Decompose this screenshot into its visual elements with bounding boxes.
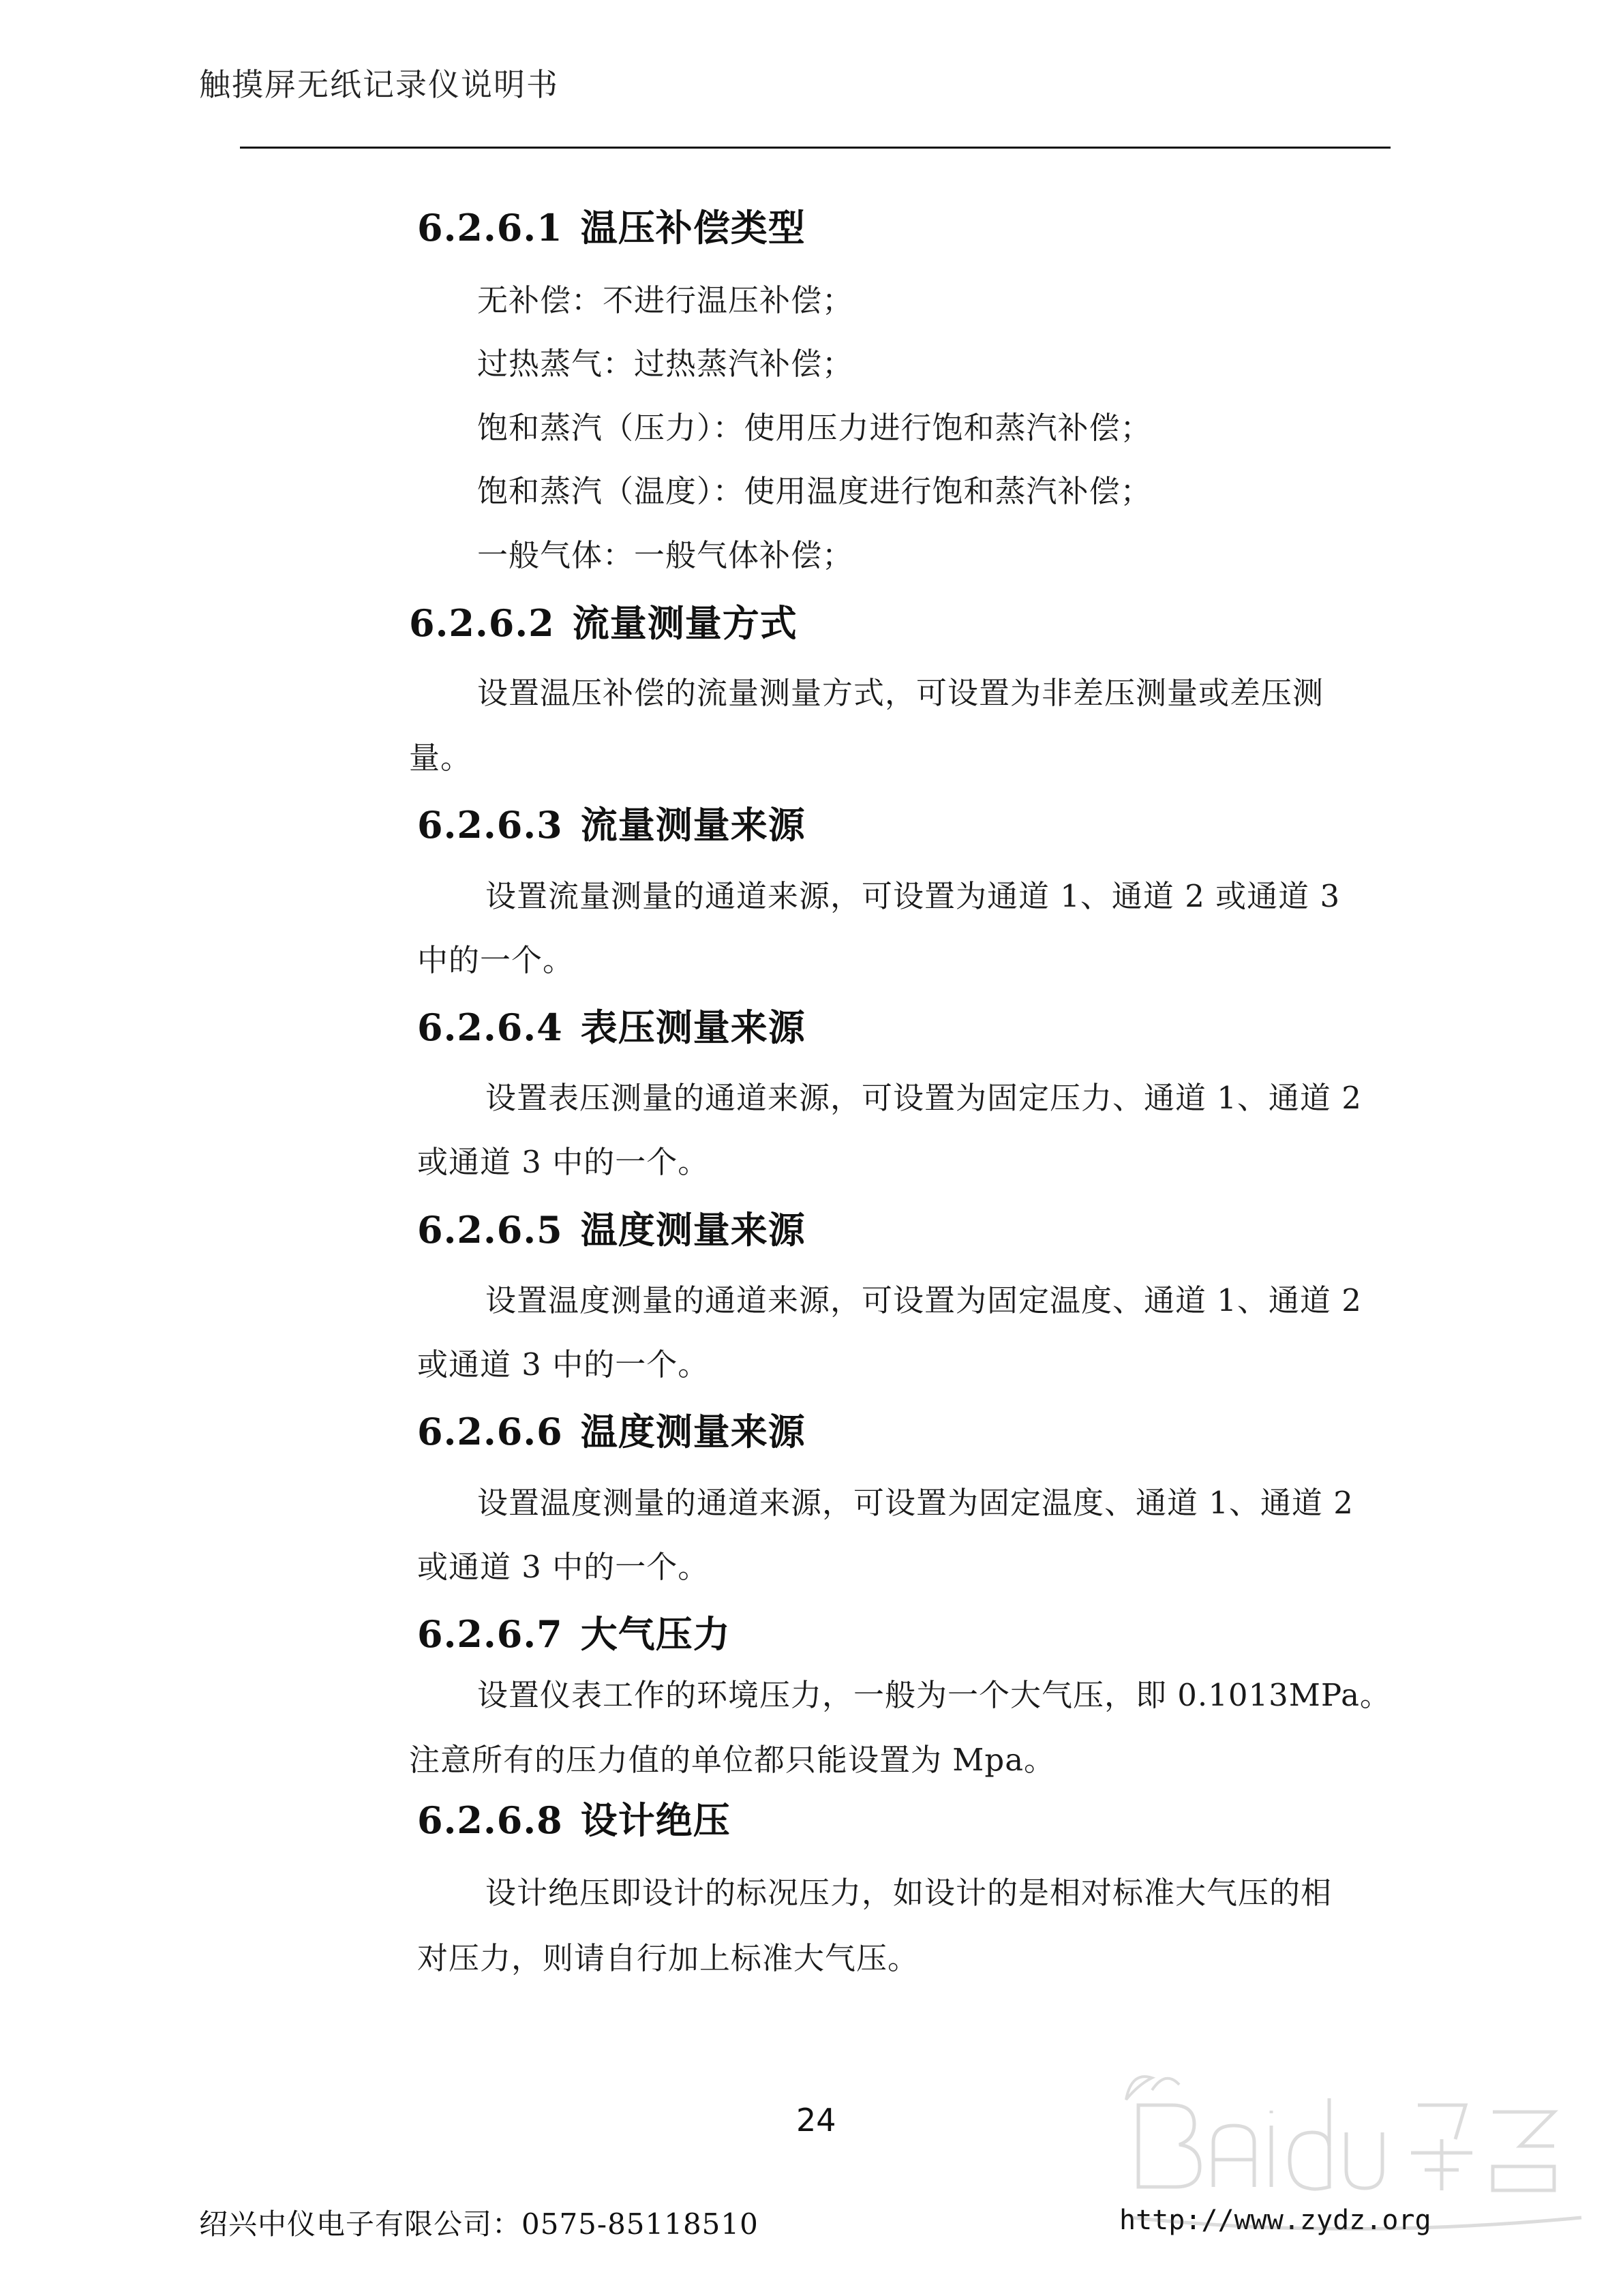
paragraph-line: 设计绝压即设计的标况压力，如设计的是相对标准大气压的相 (485, 1875, 1333, 1911)
paragraph-line: 中的一个。 (417, 942, 575, 978)
section-number: 6.2.6.4 (417, 1006, 563, 1049)
paragraph-line: 过热蒸气：过热蒸汽补偿； (477, 346, 854, 382)
section-number: 6.2.6.2 (409, 601, 555, 645)
section-heading-6-2-6-2 (409, 594, 798, 647)
paragraph-line: 饱和蒸汽（温度）：使用温度进行饱和蒸汽补偿； (477, 473, 1152, 509)
section-heading-6-2-6-5 (417, 1201, 806, 1254)
paragraph-line: 注意所有的压力值的单位都只能设置为 Mpa。 (409, 1742, 1056, 1778)
section-number: 6.2.6.3 (417, 803, 563, 847)
section-title: 设计绝压 (580, 1798, 731, 1842)
paragraph-line: 设置仪表工作的环境压力，一般为一个大气压，即 0.1013MPa。 (477, 1677, 1391, 1713)
paragraph-line: 一般气体：一般气体补偿； (477, 537, 854, 573)
section-heading-6-2-6-1 (417, 199, 806, 252)
paragraph-line: 饱和蒸汽（压力）：使用压力进行饱和蒸汽补偿； (477, 410, 1152, 446)
paragraph-line: 设置温压补偿的流量测量方式，可设置为非差压测量或差压测 (477, 675, 1324, 711)
section-heading-6-2-6-3 (417, 796, 806, 849)
section-number: 6.2.6.6 (417, 1410, 563, 1453)
section-number: 6.2.6.5 (417, 1208, 563, 1252)
header-divider (240, 147, 1391, 149)
section-number: 6.2.6.8 (417, 1798, 563, 1842)
section-title: 大气压力 (580, 1612, 731, 1656)
paragraph-line: 对压力，则请自行加上标准大气压。 (417, 1940, 920, 1976)
paragraph-line: 或通道 3 中的一个。 (417, 1346, 710, 1383)
section-number: 6.2.6.1 (417, 206, 563, 250)
footer-url: http://www.zydz.org (1119, 2205, 1431, 2236)
baidu-jingyan-watermark-icon (1111, 2057, 1588, 2262)
paragraph-line: 或通道 3 中的一个。 (417, 1549, 710, 1585)
section-title: 流量测量方式 (572, 601, 798, 645)
paragraph-line: 设置表压测量的通道来源，可设置为固定压力、通道 1、通道 2 (485, 1080, 1362, 1116)
section-title: 流量测量来源 (580, 803, 806, 847)
paragraph-line: 或通道 3 中的一个。 (417, 1144, 710, 1180)
section-title: 温度测量来源 (580, 1208, 806, 1252)
section-heading-6-2-6-4 (417, 999, 806, 1051)
section-heading-6-2-6-8 (417, 1792, 731, 1844)
section-title: 温度测量来源 (580, 1410, 806, 1453)
paragraph-line: 量。 (409, 740, 472, 776)
section-heading-6-2-6-7 (417, 1605, 731, 1658)
paragraph-line: 设置温度测量的通道来源，可设置为固定温度、通道 1、通道 2 (485, 1282, 1362, 1318)
footer-company: 绍兴中仪电子有限公司：0575-85118510 (199, 2207, 759, 2241)
document-header-title: 触摸屏无纸记录仪说明书 (199, 66, 559, 103)
paragraph-line: 无补偿：不进行温压补偿； (477, 282, 854, 318)
section-number: 6.2.6.7 (417, 1612, 563, 1656)
section-heading-6-2-6-6 (417, 1403, 806, 1455)
section-title: 温压补偿类型 (580, 206, 806, 250)
page-number: 24 (796, 2102, 836, 2139)
section-title: 表压测量来源 (580, 1006, 806, 1049)
paragraph-line: 设置温度测量的通道来源，可设置为固定温度、通道 1、通道 2 (477, 1485, 1354, 1521)
paragraph-line: 设置流量测量的通道来源，可设置为通道 1、通道 2 或通道 3 (485, 878, 1341, 914)
